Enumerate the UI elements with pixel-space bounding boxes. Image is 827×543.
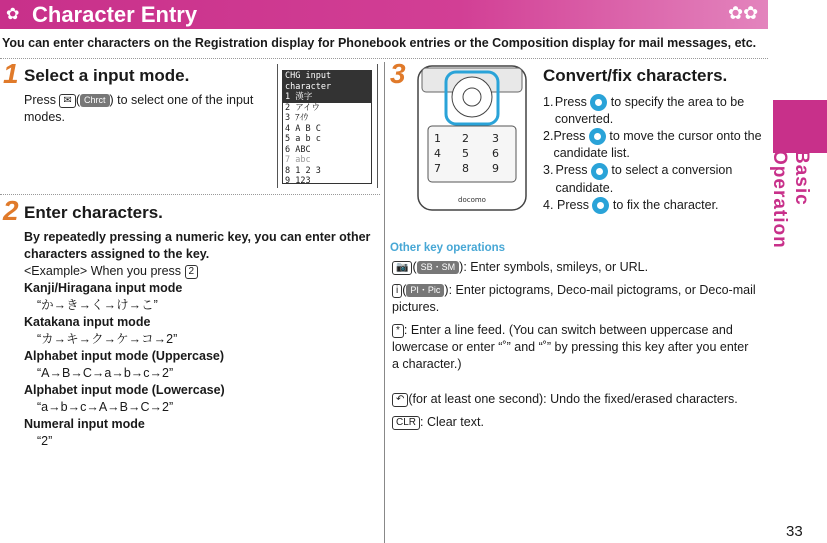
clear-key-icon: CLR (392, 416, 420, 430)
flower-icon: ✿✿ (728, 3, 759, 23)
list-item: 9 123 (285, 176, 311, 186)
svg-text:9: 9 (492, 162, 499, 175)
side-tab (773, 100, 827, 153)
nav-key-icon (591, 163, 608, 180)
key-op: * : Enter a line feed. (You can switch between uppercase and lowercase or enter “˚” and “˚” by pressing this key after you enter a character.) (392, 323, 749, 371)
step-title: Select a input mode. (24, 66, 190, 85)
svg-text:4: 4 (434, 147, 441, 160)
step3-body: 1. Press to specify the area to be converted. 2. Press to move the cursor onto the candidate list. 3. Press to select a conversion candidate. 4. Press to fix the character. (543, 94, 768, 214)
softkey-label: PI・Pic (406, 284, 444, 297)
svg-text:1: 1 (434, 132, 441, 145)
step-title: Enter characters. (24, 203, 163, 222)
list-item: 2 アイウ (285, 102, 320, 113)
mail-key-icon: ✉ (59, 94, 75, 108)
list-item: 3 ｱｲｳ (285, 113, 308, 123)
key-op: 📷 ( SB・SM ): Enter symbols, smileys, or URL. (392, 259, 762, 276)
nav-key-icon (589, 128, 606, 145)
other-key-ops-heading: Other key operations (390, 242, 506, 254)
i-mode-key-icon: i (392, 284, 402, 298)
flower-icon: ✿ (6, 6, 20, 23)
svg-text:5: 5 (462, 147, 469, 160)
svg-text:8: 8 (462, 162, 469, 175)
softkey-label: SB・SM (417, 261, 460, 274)
asterisk-key-icon: * (392, 324, 404, 338)
key-op: ↶ (for at least one second): Undo the fixed/erased characters. (392, 391, 772, 408)
svg-text:2: 2 (462, 132, 469, 145)
column-divider (384, 62, 385, 543)
nav-key-icon (590, 94, 607, 111)
step-title: Convert/fix characters. (543, 66, 728, 85)
softkey-label: Chrct (80, 94, 110, 107)
side-tab-label: Basic Operation (769, 150, 812, 249)
svg-text:docomo: docomo (458, 196, 486, 204)
screen-header: CHG input character (283, 71, 371, 92)
center-key-icon (592, 197, 609, 214)
svg-text:3: 3 (492, 132, 499, 145)
key-2-icon: 2 (185, 265, 199, 279)
list-item: 6 ABC (285, 144, 311, 155)
undo-key-icon: ↶ (392, 393, 408, 407)
list-item: 4 A B C (285, 123, 321, 134)
step1-body: Press ✉ ( Chrct ) to select one of the input modes. (24, 93, 254, 124)
input-mode-screen (282, 70, 372, 184)
step-number: 2 (3, 195, 19, 226)
title-banner (0, 0, 768, 29)
step-number: 3 (390, 58, 406, 89)
svg-text:6: 6 (492, 147, 499, 160)
page-number: 33 (786, 523, 803, 540)
list-item: 1 漢字 (283, 92, 371, 103)
list-item: 5 a b c (285, 134, 321, 144)
svg-text:7: 7 (434, 162, 441, 175)
key-op: i ( PI・Pic ): Enter pictograms, Deco-mail pictograms, or Deco-mail pictures. (392, 283, 756, 314)
list-item: 8 1 2 3 (285, 165, 321, 176)
page-title: Character Entry (32, 2, 198, 27)
divider (0, 58, 768, 59)
step2-body: By repeatedly pressing a numeric key, you can enter other characters assigned to the key. <Example> When you press 2 Kanji/Hiragana input mode “か→き→く→け→こ” Katakana input mode “カ→キ→ク→ケ→コ→2” Alphabet input mode (Uppercase) “A→B→C→a→b→c→2” Alphabet input mode (Lowercase) “a→b→c→A→B→C→2” Numeral input mode “2” (24, 230, 371, 448)
intro-text: You can enter characters on the Registration display for Phonebook entries or the Composition display for mail messages, etc. (2, 36, 757, 50)
phone-illustration (412, 64, 532, 214)
camera-key-icon: 📷 (392, 261, 412, 275)
list-item: 7 abc (285, 155, 311, 165)
step-number: 1 (3, 58, 19, 89)
divider (0, 194, 380, 195)
key-op: CLR : Clear text. (392, 414, 762, 431)
